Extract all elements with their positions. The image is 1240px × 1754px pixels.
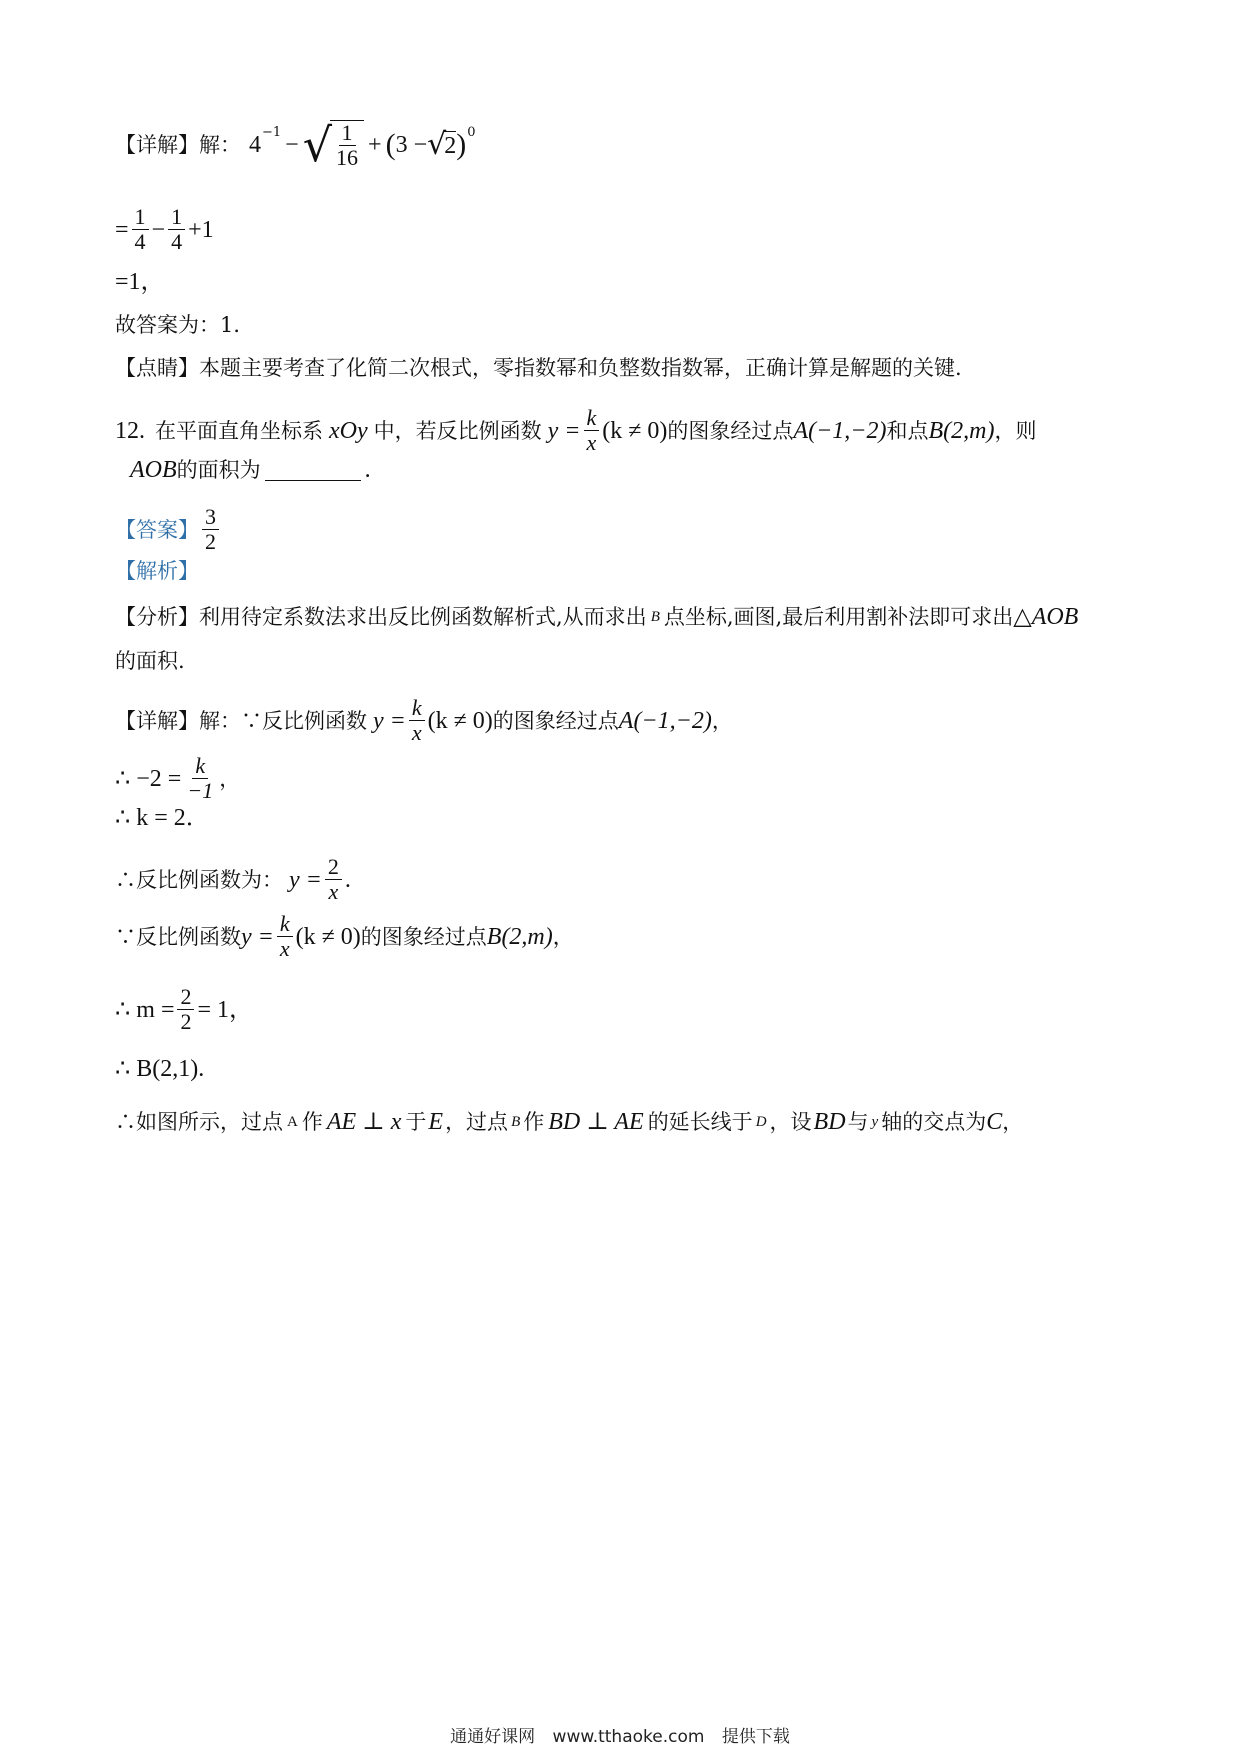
- fraction-numerator: k: [277, 912, 293, 937]
- fraction-denominator: x: [279, 936, 290, 961]
- footer-tail: 提供下载: [721, 1727, 790, 1747]
- fraction-denominator: −1: [187, 778, 214, 803]
- step-rhs: = 1，: [197, 996, 254, 1023]
- radical-sign: √: [302, 118, 333, 172]
- comment-line: [115, 354, 962, 382]
- step-text: 作: [301, 1110, 323, 1134]
- paren-left: (: [385, 128, 396, 161]
- analysis-tag-line: [115, 557, 199, 585]
- step-text: 与: [847, 1110, 869, 1134]
- question-12-line-1: [115, 406, 1036, 455]
- sqrt-two: [427, 127, 457, 162]
- analysis-line-1: [115, 603, 1078, 631]
- point-c: C: [986, 1109, 1003, 1135]
- fraction-numerator: 3: [202, 505, 219, 530]
- triangle-aob: AOB: [1031, 604, 1079, 630]
- step-lhs: ∴ m =: [115, 996, 175, 1023]
- answer-blank: [265, 460, 361, 481]
- triangle-symbol: △: [1013, 604, 1032, 630]
- plus-sign: +: [368, 132, 382, 158]
- point-b-label: B: [511, 1114, 521, 1130]
- radicand-two: 2: [444, 132, 457, 159]
- base-four: 4: [249, 132, 261, 158]
- analysis-sub-tag: 【分析】: [115, 605, 199, 629]
- fraction-denominator: 2: [180, 1009, 192, 1034]
- fraction-numerator: 1: [168, 205, 185, 230]
- comment-text: 本题主要考查了化简二次根式，零指数幂和负整数指数幂，正确计算是解题的关键.: [199, 356, 962, 380]
- step-s7: [115, 1108, 1023, 1136]
- question-text: 在平面直角坐标系: [155, 418, 323, 443]
- step-text: 作: [523, 1110, 545, 1134]
- point-a-label: A: [287, 1114, 298, 1130]
- question-text: 和点: [886, 418, 929, 443]
- question-text: 的图象经过点: [667, 418, 794, 443]
- analysis-text: 利用待定系数法求出反比例函数解析式,从而求出: [199, 605, 647, 629]
- detail-tag: 【详解】: [115, 708, 199, 733]
- perpendicular-ae: AE ⊥ x: [326, 1109, 402, 1135]
- detail-lead: 解：∵反比例函数: [199, 708, 367, 733]
- step-s4: [115, 912, 574, 961]
- step-text: 于: [405, 1110, 427, 1134]
- footer-site-name: 通通好课网: [450, 1727, 536, 1747]
- minus-sign: −: [151, 216, 166, 243]
- coordinate-system: xOy: [329, 417, 368, 444]
- step-s1: [115, 754, 240, 803]
- fraction-quarter-1: [132, 205, 149, 254]
- question-12-line-2: [130, 456, 371, 484]
- step-text: 轴的交点为: [881, 1110, 987, 1134]
- fraction-denominator: x: [411, 720, 422, 745]
- sqrt-one-sixteenth: [303, 120, 364, 170]
- fraction-k-over-x: [277, 912, 293, 961]
- step-text: 的图象经过点: [360, 924, 487, 949]
- step-s3: [115, 855, 351, 904]
- detail-text: 的图象经过点: [492, 708, 619, 733]
- fraction-numerator: k: [584, 406, 600, 431]
- fraction-denominator: x: [328, 879, 339, 904]
- fraction-denominator: x: [586, 430, 597, 455]
- fraction-two-over-x: [325, 855, 342, 904]
- function-lhs: y =: [289, 866, 322, 893]
- detail-lead: 解：: [199, 133, 241, 157]
- paren-right: ): [456, 128, 467, 161]
- fraction-k-over-x: [584, 406, 600, 455]
- page-footer: [0, 1722, 1240, 1747]
- radical-sign: √: [427, 127, 447, 162]
- step-text: 的延长线于: [647, 1110, 753, 1134]
- punctuation: ，: [552, 924, 574, 949]
- question-text: 的面积为: [176, 458, 261, 482]
- step-s2: [115, 804, 210, 832]
- step-line-1: [115, 205, 214, 254]
- analysis-text: 的面积.: [115, 649, 185, 673]
- step-text: ∴ k = 2．: [115, 805, 210, 831]
- step-s5: [115, 985, 253, 1034]
- minus-sign: −: [285, 132, 299, 158]
- step-s6: [115, 1055, 204, 1083]
- conclusion-text: 故答案为：1．: [115, 313, 255, 337]
- analysis-tag: 【解析】: [115, 559, 199, 583]
- fraction-denominator: 4: [171, 229, 183, 254]
- step-text: ，设: [769, 1110, 812, 1134]
- fraction-denominator: 2: [205, 529, 216, 554]
- point-b: B(2,m): [928, 417, 995, 444]
- detail-line-2: [115, 696, 733, 745]
- step-lhs: ∴ −2 =: [115, 765, 182, 792]
- question-end: .: [364, 457, 371, 483]
- analysis-line-2: [115, 647, 185, 675]
- fraction-k-over-neg-one: [184, 754, 216, 803]
- punctuation: ，: [219, 766, 241, 791]
- perpendicular-bd: BD ⊥ AE: [548, 1109, 644, 1135]
- condition: (k ≠ 0): [295, 923, 361, 950]
- fraction-numerator: 1: [132, 205, 149, 230]
- step-text: ∴反比例函数为：: [115, 867, 283, 892]
- exponent-zero: 0: [467, 125, 476, 140]
- point-b: B(2,m): [486, 923, 553, 950]
- fraction-denominator: 4: [134, 229, 146, 254]
- punctuation: ，: [1002, 1110, 1024, 1134]
- point-d: D: [755, 1114, 767, 1130]
- answer-line: [115, 505, 222, 554]
- fraction-quarter-2: [168, 205, 185, 254]
- step-text: ∵反比例函数: [115, 924, 241, 949]
- step-line-2: [115, 268, 165, 296]
- step-text: ∴ B(2,1).: [115, 1056, 205, 1082]
- function-lhs: y =: [373, 707, 406, 734]
- answer-fraction: [202, 505, 219, 554]
- point-a: A(−1,−2): [618, 707, 712, 734]
- triangle-aob: AOB: [130, 457, 177, 483]
- footer-url[interactable]: www.tthaoke.com: [552, 1727, 705, 1747]
- fraction-two-over-two: [177, 985, 194, 1034]
- fraction-numerator: 2: [325, 855, 342, 880]
- question-text: 中，若反比例函数: [373, 418, 542, 443]
- equals-sign: =: [115, 216, 129, 243]
- conclusion-line: [115, 311, 254, 339]
- point-a: A(−1,−2): [793, 417, 887, 444]
- answer-tag: 【答案】: [115, 517, 199, 542]
- y-axis-label: y: [871, 1114, 879, 1130]
- segment-bd: BD: [813, 1109, 846, 1135]
- step-text: ，过点: [445, 1110, 509, 1134]
- fraction-numerator: 1: [339, 121, 356, 146]
- fraction-k-over-x: [409, 696, 425, 745]
- fraction-one-sixteenth: [333, 121, 361, 170]
- detail-tag: 【详解】: [115, 133, 199, 157]
- fraction-numerator: k: [192, 754, 208, 779]
- exponent-neg-one: −1: [262, 125, 282, 140]
- three-minus: 3 −: [395, 132, 428, 158]
- point-e: E: [428, 1109, 444, 1135]
- comment-tag: 【点睛】: [115, 356, 199, 380]
- fraction-denominator: 16: [336, 145, 359, 170]
- punctuation: ，: [711, 708, 733, 733]
- fraction-numerator: k: [409, 696, 425, 721]
- plus-one: +1: [188, 216, 214, 243]
- punctuation: .: [344, 866, 351, 893]
- question-text: ，则: [994, 418, 1037, 443]
- function-lhs: y =: [547, 417, 581, 444]
- analysis-text: 点坐标,画图,最后利用割补法即可求出: [663, 605, 1014, 629]
- function-lhs: y =: [241, 923, 274, 950]
- point-b-label: B: [650, 609, 660, 625]
- question-number: 12.: [115, 417, 145, 444]
- condition: (k ≠ 0): [427, 707, 493, 734]
- condition: (k ≠ 0): [602, 417, 668, 444]
- step-text: ∴如图所示，过点: [115, 1110, 283, 1134]
- fraction-numerator: 2: [177, 985, 194, 1010]
- detail-line-1: [115, 120, 476, 170]
- step-text: =1，: [115, 269, 165, 295]
